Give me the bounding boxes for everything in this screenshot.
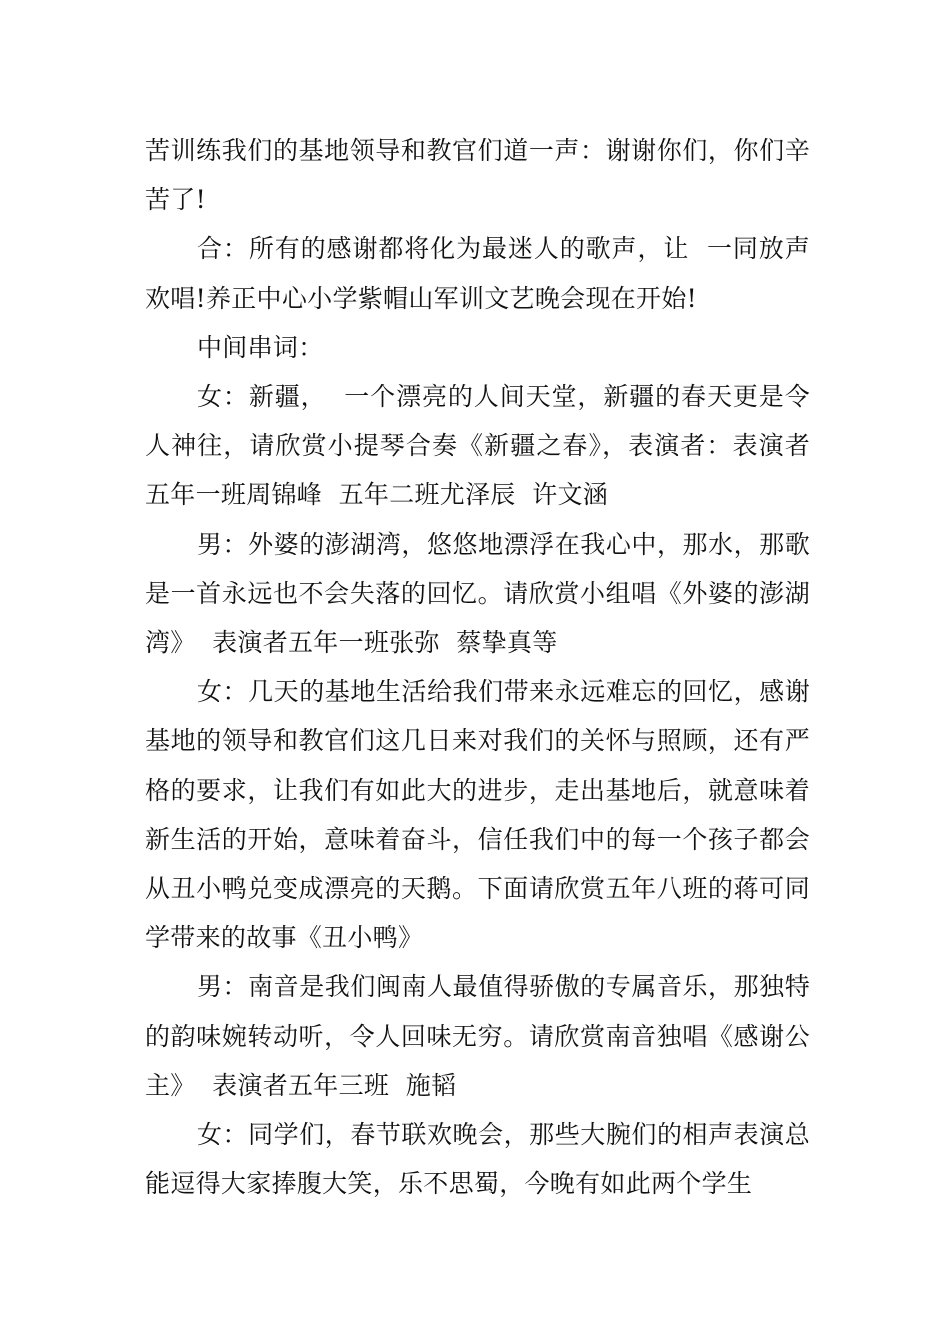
paragraph-female-xinjiang: 女：新疆， 一个漂亮的人间天堂，新疆的春天更是令人神往，请欣赏小提琴合奏《新疆之春》，表演者：表演者五年一班周锦峰 五年二班尤泽辰 许文涵 <box>145 382 810 510</box>
paragraph-opening-together: 合：所有的感谢都将化为最迷人的歌声，让 一同放声欢唱!养正中心小学紫帽山军训文艺晚会现在开始! <box>145 234 810 313</box>
document-body <box>145 126 810 1208</box>
paragraph-female-crosstalk: 女：同学们，春节联欢晚会，那些大腕们的相声表演总能逗得大家捧腹大笑，乐不思蜀，今晚有如此两个学生 <box>145 1120 810 1199</box>
paragraph-male-penghu-bay: 男：外婆的澎湖湾，悠悠地漂浮在我心中，那水，那歌是一首永远也不会失落的回忆。请欣赏小组唱《外婆的澎湖湾》 表演者五年一班张弥 蔡挚真等 <box>145 529 810 658</box>
paragraph-female-ugly-duckling: 女：几天的基地生活给我们带来永远难忘的回忆，感谢基地的领导和教官们这几日来对我们的关怀与照顾，还有严格的要求，让我们有如此大的进步，走出基地后，就意味着新生活的开始，意味着奋斗，信任我们中的每一个孩子都会从丑小鸭兑变成漂亮的天鹅。下面请欣赏五年八班的蒋可同学带来的故事《丑小鸭》 <box>145 677 810 953</box>
paragraph-interlude-heading: 中间串词： <box>197 332 324 362</box>
paragraph-male-nanyin: 男：南音是我们闽南人最值得骄傲的专属音乐，那独特的韵味婉转动听，令人回味无穷。请欣赏南音独唱《感谢公主》 表演者五年三班 施韬 <box>145 972 810 1100</box>
paragraph-thanks-continued: 苦训练我们的基地领导和教官们道一声：谢谢你们，你们辛苦了! <box>145 136 810 215</box>
